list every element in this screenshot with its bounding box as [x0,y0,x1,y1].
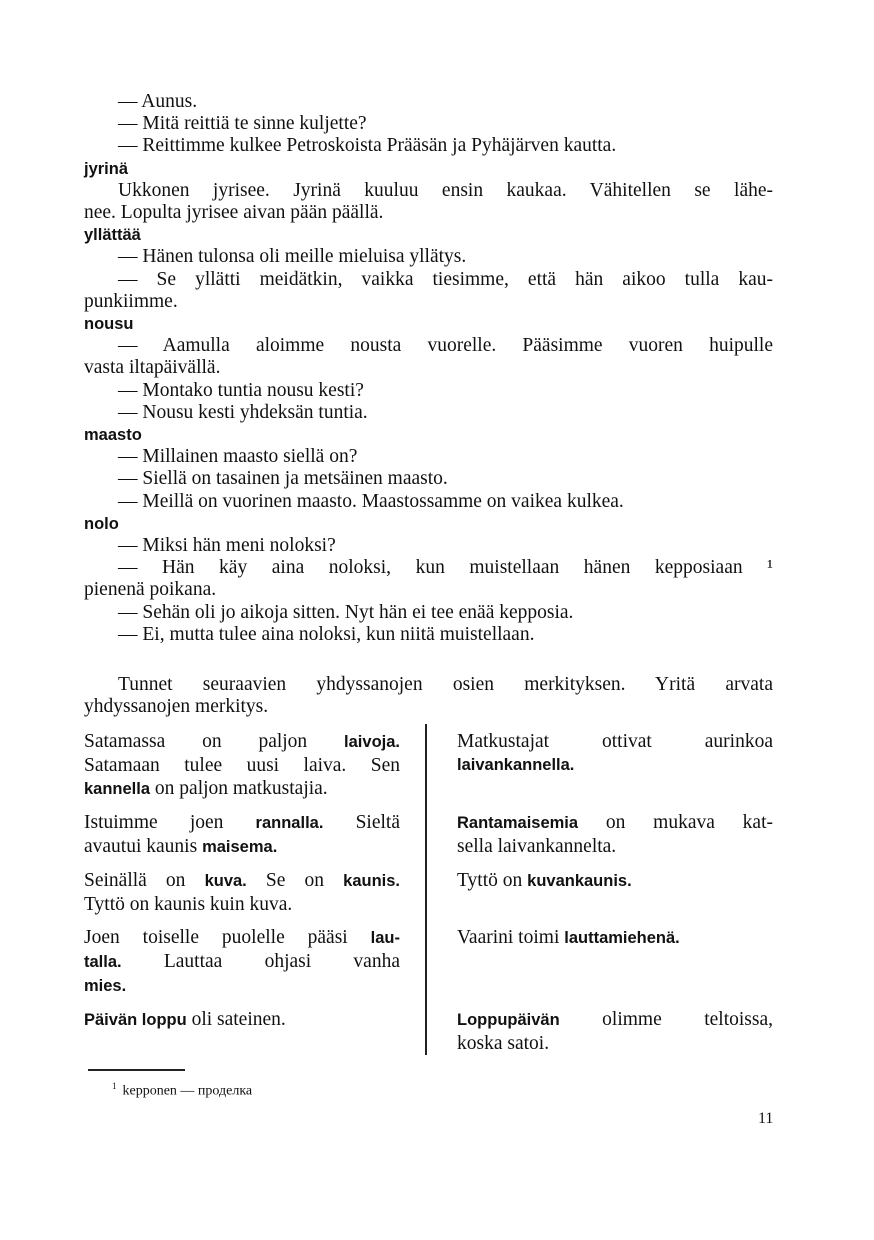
sentence-line [457,1008,773,1032]
sentence-text: oli sateinen. [186,1009,286,1031]
example-sentence-left [84,926,400,998]
page-number: 11 [758,1110,774,1127]
sentence-line [84,893,400,916]
sentence-line [84,974,400,998]
highlighted-word: kuva. [204,872,247,891]
table-row [84,730,773,801]
text-line: — Miksi hän meni noloksi? [118,535,336,557]
text-line: — Nousu kesti yhdeksän tuntia. [118,401,368,423]
example-sentence-left [84,1008,400,1055]
footnote-text: kepponen — проделка [122,1083,253,1099]
sentence-line [84,1008,400,1032]
sentence-line [457,753,773,777]
text-line: — Aunus. [118,91,198,112]
text-line: — Montako tuntia nousu kesti? [118,379,364,401]
sentence-text: avautui kaunis [84,836,203,858]
text-line: — Reittimme kulkee Petroskoista Prääsän ja Pyhäjärven kautta. [118,135,617,157]
text-line: — Meillä on vuorinen maasto. Maastossamme on vaikea kulkea. [118,490,624,512]
sentence-text: Seinällä on [84,870,205,892]
highlighted-word: maisema. [202,838,278,857]
text-line: — Sehän oli jo aikoja sitten. Nyt hän ei tee enää kepposia. [118,601,574,623]
example-sentence-left [84,869,400,916]
sentences-table [84,730,773,1055]
highlighted-word: kannella [84,780,151,799]
exercise-instructions [84,674,773,718]
page-body [84,91,773,1101]
text-line: Ukkonen jyrisee. Jyrinä kuuluu ensin kaukaa. Vähitellen se lähe- [118,179,773,201]
column-divider [425,724,427,1055]
example-sentence-right [457,869,773,916]
highlighted-word: lauttamiehenä. [564,929,680,948]
highlighted-word: Loppupäivän [457,1011,560,1030]
highlighted-word: Päivän loppu [84,1011,187,1030]
example-sentence-right [457,811,773,859]
vocabulary-dialogues [84,91,773,646]
sentence-line [457,869,773,893]
footnote [112,1077,773,1101]
footnote-mark: 1 [112,1080,117,1091]
sentence-text: sella laivankannelta. [457,836,617,858]
highlighted-word: Rantamaisemia [457,814,579,833]
text-line: — Mitä reittiä te sinne kuljette? [118,113,367,135]
vocabulary-headword: nolo [84,514,119,533]
sentence-line [84,730,400,754]
highlighted-word: mies. [84,977,127,996]
highlighted-word: lau- [370,929,400,948]
instruction-line: yhdyssanojen merkitys. [84,696,269,718]
sentence-text: Matkustajat ottivat aurinkoa [457,731,773,753]
sentence-text: olimme teltoissa, [559,1009,773,1031]
sentence-text: on mukava kat- [578,812,773,834]
example-sentence-left [84,811,400,859]
sentence-line [457,1032,773,1055]
sentence-text: koska satoi. [457,1033,550,1055]
sentence-line [84,950,400,974]
sentence-line [84,926,400,950]
sentence-text: Tyttö on kaunis kuin kuva. [84,894,293,916]
sentence-line [457,730,773,753]
text-line: nee. Lopulta jyrisee aivan pään päällä. [84,202,384,224]
text-line: — Hän käy aina noloksi, kun muistellaan hänen kepposiaan ¹ [118,557,773,579]
instruction-line: Tunnet seuraavien yhdyssanojen osien merkityksen. Yritä arvata [118,674,773,696]
table-row [84,1008,773,1055]
text-line: pienenä poikana. [84,579,217,601]
text-line: — Siellä on tasainen ja metsäinen maasto. [118,468,448,490]
vocabulary-headword: maasto [84,426,142,445]
highlighted-word: talla. [84,953,122,972]
text-line: — Millainen maasto siellä on? [118,446,358,468]
sentence-line [457,811,773,835]
example-sentence-right [457,730,773,801]
sentence-text: Joen toiselle puolelle pääsi [84,927,371,949]
example-sentence-right [457,1008,773,1055]
highlighted-word: laivoja. [344,733,400,752]
text-line: — Ei, mutta tulee aina noloksi, kun niitä muistellaan. [118,623,535,645]
sentence-text: Tyttö on [457,870,528,892]
example-sentence-left [84,730,400,801]
text-line: — Se yllätti meidätkin, vaikka tiesimme, että hän aikoo tulla kau- [118,268,773,290]
sentence-text: on paljon matkustajia. [150,778,328,800]
sentence-text: Se on [246,870,344,892]
sentence-line [84,835,400,859]
highlighted-word: kaunis. [343,872,400,891]
table-row [84,926,773,998]
text-line: punkiimme. [84,290,178,312]
text-line: — Aamulla aloimme nousta vuorelle. Pääsimme vuoren huipulle [118,335,773,357]
sentence-line [457,835,773,858]
sentence-line [457,926,773,950]
highlighted-word: kuvankaunis. [527,872,632,891]
sentence-text: Vaarini toimi [457,927,565,949]
highlighted-word: rannalla. [255,814,324,833]
sentence-line [84,811,400,835]
example-sentence-right [457,926,773,998]
sentence-text: Satamassa on paljon [84,731,345,753]
sentence-text: Lauttaa ohjasi vanha [121,951,400,973]
vocabulary-headword: jyrinä [84,159,129,178]
sentence-line [84,869,400,893]
highlighted-word: laivankannella. [457,756,575,775]
sentence-line [84,754,400,777]
sentence-text: Satamaan tulee uusi laiva. Sen [84,755,400,777]
text-line: vasta iltapäivällä. [84,357,221,379]
vocabulary-headword: yllättää [84,226,141,245]
table-row [84,811,773,859]
sentence-line [84,777,400,801]
table-row [84,869,773,916]
footnote-rule [88,1069,185,1071]
text-line: — Hänen tulonsa oli meille mieluisa yllätys. [118,246,467,268]
sentence-text: Istuimme joen [84,812,256,834]
vocabulary-headword: nousu [84,315,134,334]
sentence-text: Sieltä [323,812,400,834]
